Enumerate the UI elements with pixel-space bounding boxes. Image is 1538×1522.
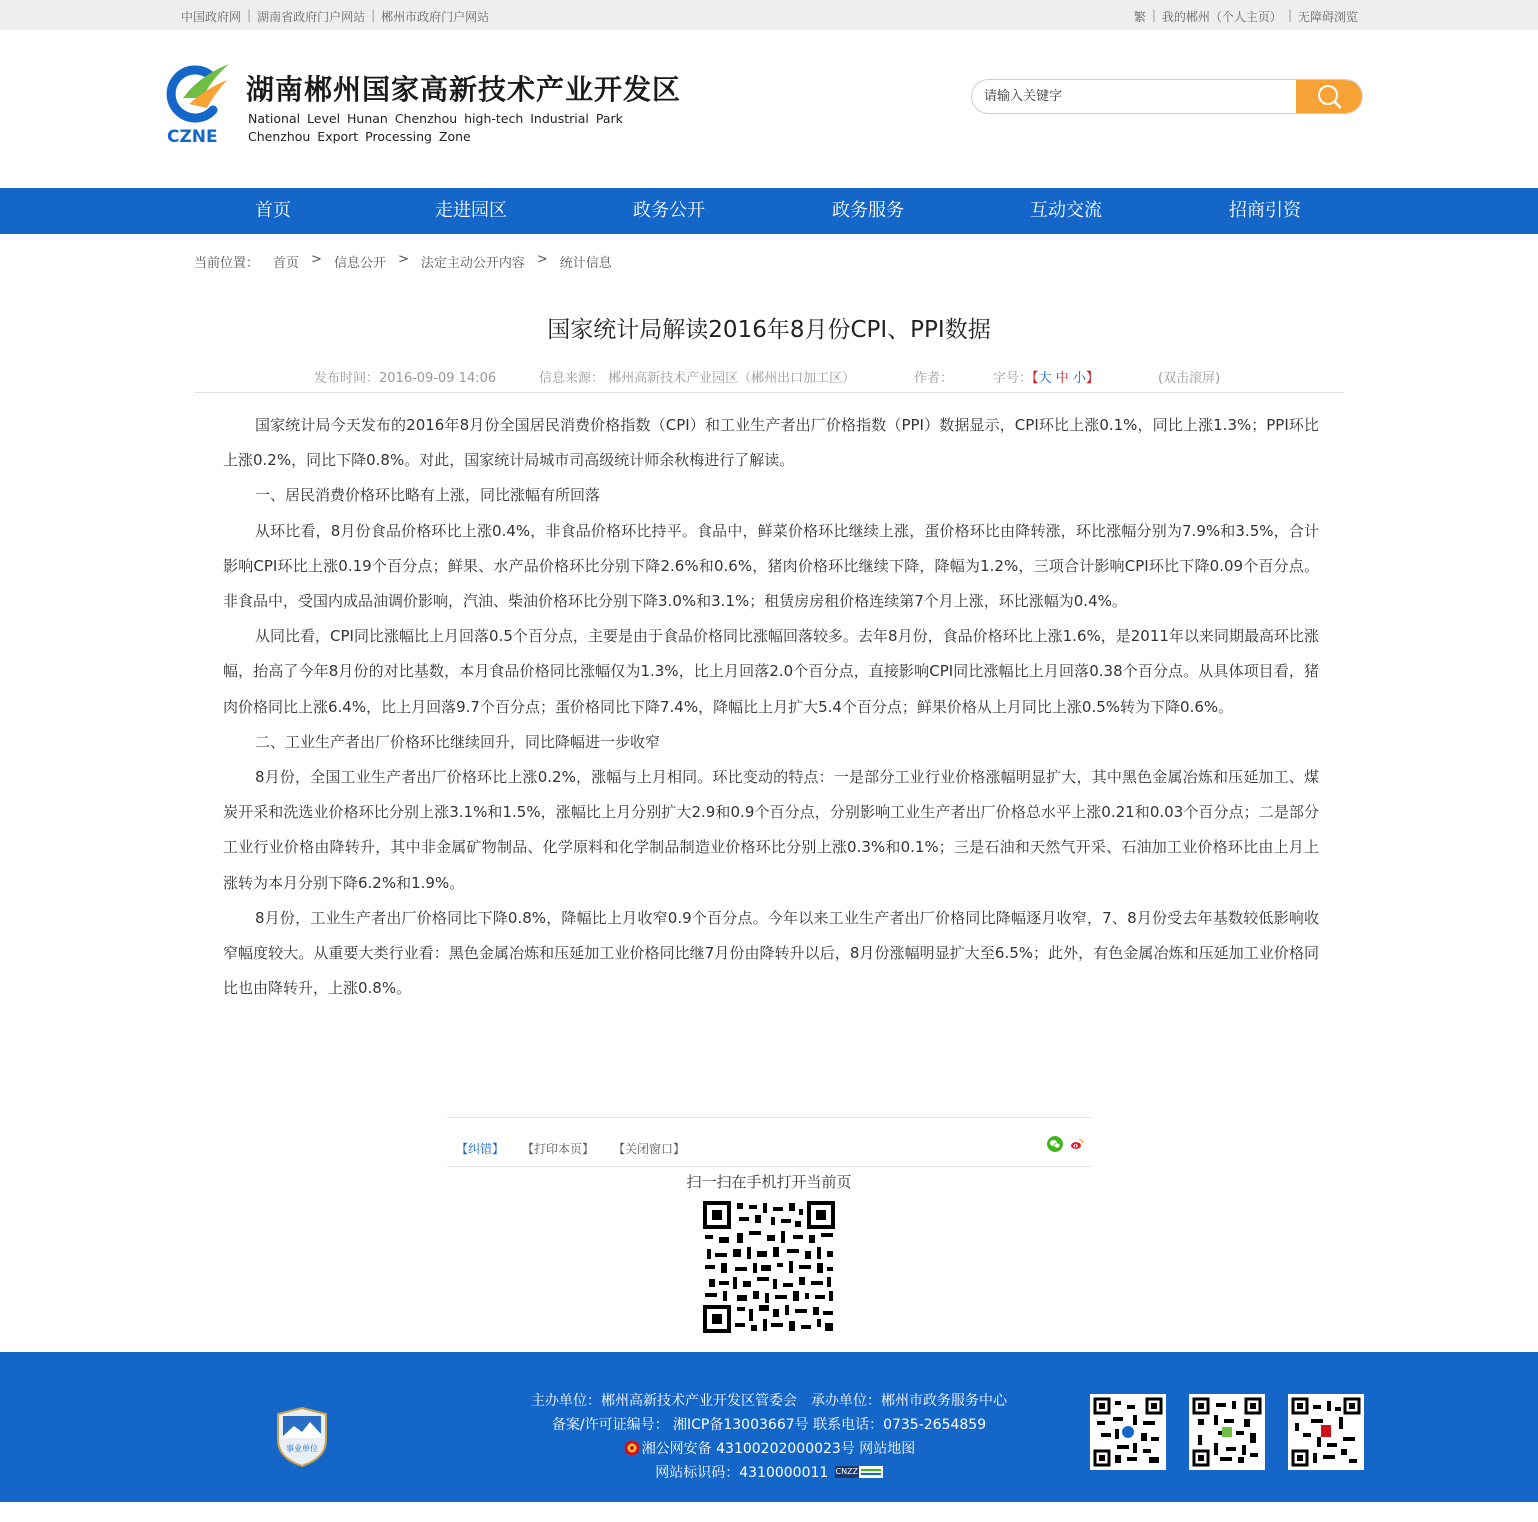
nav-about-park[interactable]: 走进园区 xyxy=(435,200,507,221)
top-bar xyxy=(0,0,1538,30)
font-size-large[interactable]: 大 xyxy=(1038,371,1052,386)
article-title: 国家统计局解读2016年8月份CPI、PPI数据 xyxy=(547,317,991,343)
breadcrumb-label: 当前位置： xyxy=(194,256,260,271)
traditional-chinese-link[interactable]: 繁 xyxy=(1133,10,1146,24)
bracket-open: 【 xyxy=(1032,371,1039,386)
site-subtitle-english: National Level Hunan Chenzhou high-tech Industrial Park xyxy=(248,111,623,126)
logo-text: CZNE xyxy=(167,127,218,144)
publish-time: 发布时间：2016-09-09 14:06 xyxy=(314,371,497,386)
cnzz-bar xyxy=(861,1469,881,1471)
qr-pattern xyxy=(1291,1397,1361,1467)
cnzz-stats-icon[interactable] xyxy=(835,1466,883,1478)
separator: | xyxy=(1151,8,1156,22)
cnzz-label: CNZZ xyxy=(835,1467,859,1476)
page-qr-code xyxy=(701,1199,837,1335)
police-badge-icon xyxy=(623,1440,641,1456)
author: 作者： xyxy=(914,371,954,386)
info-source: 信息来源： 郴州高新技术产业园区（郴州出口加工区） xyxy=(539,371,856,386)
qr-pattern xyxy=(1192,1397,1262,1467)
meta-divider xyxy=(194,392,1344,393)
breadcrumb-separator: > xyxy=(397,252,409,267)
separator: | xyxy=(247,8,252,22)
breadcrumb-separator: > xyxy=(536,252,548,267)
my-chenzhou-link[interactable]: 我的郴州（个人主页） xyxy=(1161,10,1282,24)
correction-button[interactable]: 【纠错】 xyxy=(456,1142,505,1156)
separator: | xyxy=(371,8,376,22)
qr-caption: 扫一扫在手机打开当前页 xyxy=(686,1173,852,1191)
qr-pattern xyxy=(1093,1397,1163,1467)
breadcrumb-home[interactable]: 首页 xyxy=(273,256,300,271)
close-window-button[interactable]: 【关闭窗口】 xyxy=(613,1142,686,1156)
search-input[interactable] xyxy=(972,80,1298,113)
footer-qr-code-3 xyxy=(1288,1394,1364,1470)
breadcrumb-separator: > xyxy=(311,252,322,267)
link-hunan-gov[interactable]: 湖南省政府门户网站 xyxy=(257,10,366,24)
accessibility-link[interactable]: 无障碍浏览 xyxy=(1297,10,1358,24)
paragraph: 8月份，全国工业生产者出厂价格环比上涨0.2%，涨幅与上月相同。环比变动的特点：一是部分工业行业价格涨幅明显扩大，其中黑色金属冶炼和压延加工、煤炭开采和洗选业价格环比分别上涨3.1%和1.5%，涨幅比上月分别扩大2.9和0.9个百分点，分别影响工业生产者出厂价格总水平上涨0.21和0.03个百分点；二是部分工业行业价格由降转升，其中非金属矿物制品、化学原料和化学制品制造业价格环比分别上涨0.3%和0.1%；三是石油和天然气开采、石油加工业价格环比由上月上涨转为本月分别下降6.2%和1.9%。 xyxy=(223,768,1319,892)
paragraph: 从环比看，8月份食品价格环比上涨0.4%，非食品价格环比持平。食品中，鲜菜价格环比继续上涨，蛋价格环比由降转涨，环比涨幅分别为7.9%和3.5%，合计影响CPI环比上涨0.19个百分点；鲜果、水产品价格环比分别下降2.6%和0.6%，猪肉价格环比继续下降，降幅为1.2%，三项合计影响CPI环比下降0.09个百分点。非食品中，受国内成品油调价影响，汽油、柴油价格环比分别下降3.0%和3.1%；租赁房房租价格连续第7个月上涨，环比涨幅为0.4%。 xyxy=(223,521,1319,611)
separator: | xyxy=(1287,8,1292,22)
site-subtitle-zone: Chenzhou Export Processing Zone xyxy=(248,129,471,144)
article-body xyxy=(223,408,1319,1006)
top-links-right xyxy=(1134,8,1358,25)
print-button[interactable]: 【打印本页】 xyxy=(522,1142,595,1156)
font-size-small[interactable]: 小 xyxy=(1072,371,1086,386)
section-heading: 一、居民消费价格环比略有上涨，同比涨幅有所回落 xyxy=(255,486,601,505)
search-icon xyxy=(1296,80,1362,113)
breadcrumb-info-disclosure[interactable]: 信息公开 xyxy=(333,256,386,271)
font-size-medium[interactable]: 中 xyxy=(1055,371,1069,386)
bracket-close: 】 xyxy=(1085,371,1099,386)
search-button[interactable] xyxy=(1296,80,1362,113)
link-china-gov[interactable]: 中国政府网 xyxy=(181,10,242,24)
article-tools xyxy=(447,1138,1091,1160)
breadcrumb xyxy=(194,252,612,271)
tools-divider-bottom xyxy=(447,1166,1091,1167)
breadcrumb-statutory-content[interactable]: 法定主动公开内容 xyxy=(420,256,525,271)
paragraph: 从同比看，CPI同比涨幅比上月回落0.5个百分点，主要是由于食品价格同比涨幅回落较多。去年8月份，食品价格环比上涨1.6%，是2011年以来同期最高环比涨幅，抬高了今年8月份的对比基数，本月食品价格同比涨幅仅为1.3%，比上月回落2.0个百分点，直接影响CPI同比涨幅比上月回落0.38个百分点。从具体项目看，猪肉价格同比上涨6.4%，比上月回落9.7个百分点；蛋价格同比下降7.4%，降幅比上月扩大5.4个百分点；鲜果价格从上月同比上涨0.5%转为下降0.6%。 xyxy=(223,627,1319,716)
paragraph: 国家统计局今天发布的2016年8月份全国居民消费价格指数（CPI）和工业生产者出厂价格指数（PPI）数据显示，CPI环比上涨0.1%，同比上涨1.3%；PPI环比上涨0.2%，同比下降0.8%。对此，国家统计局城市司高级统计师余秋梅进行了解读。 xyxy=(223,416,1319,470)
breadcrumb-statistics[interactable]: 统计信息 xyxy=(559,256,612,271)
nav-investment[interactable]: 招商引资 xyxy=(1229,200,1301,221)
cnzz-bar xyxy=(861,1473,881,1475)
top-links-left xyxy=(181,8,489,25)
nav-interaction[interactable]: 互动交流 xyxy=(1030,200,1102,221)
site-title: 湖南郴州国家高新技术产业开发区 xyxy=(246,73,682,106)
font-size-label: 字号： xyxy=(993,371,1033,386)
weibo-share-icon[interactable] xyxy=(1069,1136,1085,1152)
link-chenzhou-gov[interactable]: 郴州市政府门户网站 xyxy=(381,10,490,24)
paragraph: 8月份，工业生产者出厂价格同比下降0.8%，降幅比上月收窄0.9个百分点。今年以来工业生产者出厂价格同比降幅逐月收窄，7、8月份受去年基数较低影响收窄幅度较大。从重要大类行业看：黑色金属冶炼和压延加工业价格同比继7月份由降转升以后，8月份涨幅明显扩大至6.5%；此外，有色金属冶炼和压延加工业价格同比也由降转升，上涨0.8%。 xyxy=(223,908,1319,998)
footer-icp[interactable]: 备案/许可证编号： 湘ICP备13003667号 联系电话：0735-2654859 xyxy=(551,1417,987,1433)
nav-home[interactable]: 首页 xyxy=(255,200,291,221)
search-box xyxy=(971,79,1363,114)
site-footer xyxy=(0,1352,1538,1502)
site-code-text: 网站标识码：4310000011 xyxy=(655,1465,829,1481)
footer-organizers: 主办单位：郴州高新技术产业开发区管委会 承办单位：郴州市政务服务中心 xyxy=(531,1393,1007,1409)
nav-gov-disclosure[interactable]: 政务公开 xyxy=(633,200,705,221)
site-header xyxy=(0,30,1538,188)
double-click-scroll[interactable]: (双击滚屏) xyxy=(1158,371,1221,386)
czne-logo[interactable] xyxy=(163,62,233,144)
police-record-text[interactable]: 湘公网安备 43100202000023号 网站地图 xyxy=(641,1441,916,1457)
tools-divider-top xyxy=(447,1117,1091,1118)
wechat-share-icon[interactable] xyxy=(1047,1136,1063,1152)
footer-qr-code-1 xyxy=(1090,1394,1166,1470)
badge-text: 事业单位 xyxy=(286,1444,318,1453)
font-size-control xyxy=(993,367,1099,386)
main-nav xyxy=(0,188,1538,234)
footer-qr-code-2 xyxy=(1189,1394,1265,1470)
nav-gov-services[interactable]: 政务服务 xyxy=(832,200,904,221)
section-heading: 二、工业生产者出厂价格环比继续回升，同比降幅进一步收窄 xyxy=(255,732,661,751)
